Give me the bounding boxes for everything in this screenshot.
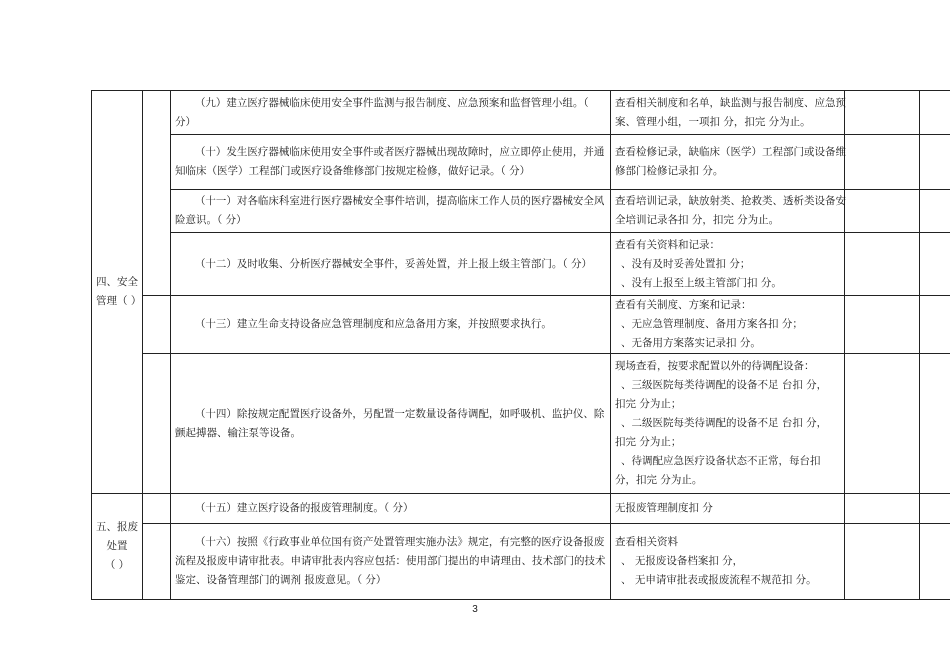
criteria-line: 查看有关资料和记录： (615, 238, 720, 251)
item-text: （十五）建立医疗设备的报废管理制度。（ 分） (171, 494, 611, 524)
category-label: 五、报废 (96, 521, 138, 533)
item-text: （十）发生医疗器械临床使用安全事件或者医疗器械出现故障时，应立即停止使用，并通知临床（医学）工程部门或医疗设备维修部门按规定检修，做好记录。（ 分） (171, 135, 611, 190)
criteria-cell (611, 524, 845, 600)
blank-cell (143, 494, 171, 524)
criteria-line: 无报废管理制度扣 分 (615, 502, 713, 514)
item-text: （十六）按照《行政事业单位国有资产处置管理实施办法》规定，有完整的医疗设备报废流程及报废申请审批表。申请审批表内容应包括：使用部门提出的申请理由、技术部门的技术鉴定、设备管理部门的调剂 报废意见。（ 分） (171, 524, 611, 600)
category-label: （ ） (104, 559, 130, 571)
criteria-cell (611, 135, 845, 190)
criteria-cell (611, 91, 845, 135)
table-row (92, 135, 950, 190)
criteria-cell (611, 190, 845, 233)
remark-cell (920, 91, 950, 135)
table-row (92, 494, 950, 524)
score-cell (845, 524, 920, 600)
remark-cell (920, 524, 950, 600)
criteria-cell (611, 354, 845, 494)
criteria-line: 、 无报废设备档案扣 分， (621, 555, 744, 567)
category-label: 处置 (106, 540, 128, 552)
table-row (92, 354, 950, 494)
score-cell (845, 233, 920, 296)
criteria-line: 、无应急管理制度、备用方案各扣 分； (621, 318, 803, 330)
blank-cell (143, 524, 171, 600)
criteria-line: 、没有及时妥善处置扣 分； (621, 257, 751, 270)
remark-cell (920, 233, 950, 296)
item-text: （十四）除按规定配置医疗设备外，另配置一定数量设备待调配，如呼吸机、监护仪、除颤起搏器、输注泵等设备。 (171, 354, 611, 494)
criteria-cell (611, 233, 845, 296)
remark-cell (920, 296, 950, 354)
score-cell (845, 91, 920, 135)
criteria-line: 现场查看，按要求配置以外的待调配设备： (615, 360, 815, 372)
category-label: 四、安全 (96, 276, 138, 288)
remark-cell (920, 190, 950, 233)
table-row (92, 296, 950, 354)
criteria-line: 查看有关制度、方案和记录： (615, 299, 752, 311)
remark-cell (920, 494, 950, 524)
criteria-line: 、待调配应急医疗设备状态不正常，每台扣 (621, 455, 821, 467)
blank-cell (143, 91, 171, 296)
table-row (92, 190, 950, 233)
criteria-line: 查看相关制度和名单，缺监测与报告制度、应急预 (615, 96, 846, 109)
criteria-line: 全培训记录各扣 分，扣完 分为止。 (615, 214, 780, 226)
score-cell (845, 135, 920, 190)
item-text: （十一）对各临床科室进行医疗器械安全事件培训，提高临床工作人员的医疗器械安全风险意识。（ 分） (171, 190, 611, 233)
criteria-line: 扣完 分为止； (615, 398, 682, 410)
criteria-cell (611, 494, 845, 524)
criteria-line: 、无备用方案落实记录扣 分。 (621, 337, 761, 349)
item-text: （十二）及时收集、分析医疗器械安全事件，妥善处置，并上报上级主管部门。（ 分） (171, 233, 611, 296)
score-cell (845, 354, 920, 494)
item-text: （九）建立医疗器械临床使用安全事件监测与报告制度、应急预案和监督管理小组。（ 分） (171, 91, 611, 135)
criteria-cell (611, 296, 845, 354)
table-row (92, 524, 950, 600)
criteria-line: 案、管理小组，一项扣 分，扣完 分为止。 (615, 115, 811, 128)
remark-cell (920, 135, 950, 190)
criteria-line: 、三级医院每类待调配的设备不足 台扣 分， (621, 379, 828, 391)
blank-cell (143, 354, 171, 494)
score-cell (845, 190, 920, 233)
criteria-line: 分，扣完 分为止。 (615, 474, 703, 486)
criteria-line: 、二级医院每类待调配的设备不足 台扣 分， (621, 417, 828, 429)
table-row (92, 233, 950, 296)
page-number: 3 (472, 604, 478, 615)
remark-cell (920, 354, 950, 494)
table-row (92, 91, 950, 135)
score-cell (845, 494, 920, 524)
category-label: 管理（ ） (96, 295, 142, 307)
score-cell (845, 296, 920, 354)
criteria-line: 、没有上报至上级主管部门扣 分。 (621, 276, 782, 289)
blank-cell (143, 296, 171, 354)
category-cell-disposal (92, 494, 143, 600)
category-cell-safety (92, 91, 143, 494)
criteria-line: 修部门检修记录扣 分。 (615, 165, 724, 177)
criteria-line: 、 无申请审批表或报废流程不规范扣 分。 (621, 574, 817, 586)
criteria-line: 扣完 分为止； (615, 436, 682, 448)
criteria-line: 查看培训记录，缺放射类、抢救类、透析类设备安 (615, 195, 846, 207)
evaluation-table (91, 90, 950, 600)
criteria-line: 查看检修记录，缺临床（医学）工程部门或设备维 (615, 146, 846, 158)
criteria-line: 查看相关资料 (615, 536, 678, 548)
item-text: （十三）建立生命支持设备应急管理制度和应急备用方案，并按照要求执行。 (171, 296, 611, 354)
